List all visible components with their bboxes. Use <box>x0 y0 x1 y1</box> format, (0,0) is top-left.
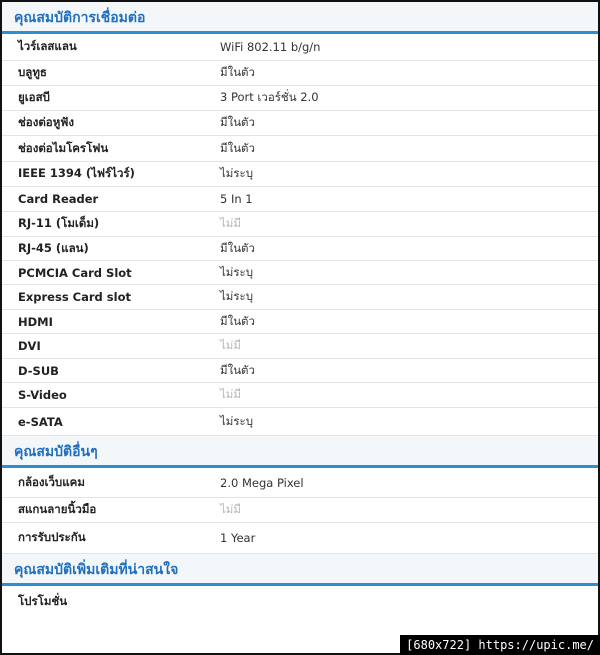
table-row <box>2 111 598 136</box>
row-value: มีในตัว <box>220 65 255 79</box>
table-row <box>2 359 598 383</box>
row-value: ไม่มี <box>220 387 241 401</box>
table-row <box>2 408 598 436</box>
table-row <box>2 136 598 162</box>
row-label: การรับประกัน <box>18 530 86 544</box>
row-label: บลูทูธ <box>18 65 47 79</box>
row-label: กล้องเว็บแคม <box>18 474 85 489</box>
row-label: ช่องต่อไมโครโฟน <box>18 140 109 155</box>
row-value: ไม่ระบุ <box>220 264 254 279</box>
row-label: IEEE 1394 (ไฟร์ไวร์) <box>18 166 135 180</box>
row-value: ไม่มี <box>220 502 241 516</box>
row-label: D-SUB <box>18 363 59 378</box>
table-row <box>2 187 598 212</box>
table-row <box>2 310 598 334</box>
table-row <box>2 334 598 359</box>
row-value: 3 Port เวอร์ชั่น 2.0 <box>220 90 319 104</box>
section-header-other <box>2 436 598 468</box>
table-row <box>2 468 598 498</box>
other-table <box>2 468 598 554</box>
row-label: RJ-11 (โมเด็ม) <box>18 216 100 230</box>
row-label: สแกนลายนิ้วมือ <box>18 502 97 516</box>
row-value: ไม่มี <box>220 216 241 230</box>
section-header-connectivity <box>2 2 598 34</box>
table-row <box>2 61 598 86</box>
table-row <box>2 212 598 237</box>
section-header-extra <box>2 554 598 586</box>
row-label: ไวร์เลสแลน <box>18 39 77 53</box>
connectivity-table <box>2 34 598 436</box>
row-label: ยูเอสบี <box>18 90 50 104</box>
section-title: คุณสมบัติเพิ่มเติมที่น่าสนใจ <box>14 562 179 578</box>
row-value: 5 In 1 <box>220 192 253 206</box>
row-value: 2.0 Mega Pixel <box>220 475 304 490</box>
row-value: มีในตัว <box>220 115 255 129</box>
row-value: มีในตัว <box>220 240 255 255</box>
table-row <box>2 383 598 408</box>
table-row <box>2 498 598 523</box>
row-value: มีในตัว <box>220 313 255 328</box>
row-value: 1 Year <box>220 531 256 545</box>
extra-table <box>2 586 598 618</box>
row-value: ไม่ระบุ <box>220 289 254 303</box>
section-title: คุณสมบัติอื่นๆ <box>14 444 98 460</box>
row-label: Express Card slot <box>18 290 131 304</box>
row-label: RJ-45 (แลน) <box>18 240 89 255</box>
row-label: HDMI <box>18 314 53 329</box>
image-host-watermark: [680x722] https://upic.me/ <box>400 635 600 655</box>
section-title: คุณสมบัติการเชื่อมต่อ <box>14 10 146 26</box>
row-label: PCMCIA Card Slot <box>18 265 132 280</box>
row-value: มีในตัว <box>220 362 255 377</box>
row-label: ช่องต่อหูฟัง <box>18 115 75 129</box>
row-label: S-Video <box>18 388 67 402</box>
row-value: ไม่ระบุ <box>220 166 254 180</box>
table-row <box>2 285 598 310</box>
table-row <box>2 237 598 261</box>
row-label: Card Reader <box>18 192 99 206</box>
row-label: e-SATA <box>18 414 63 429</box>
row-value: WiFi 802.11 b/g/n <box>220 40 321 54</box>
table-row <box>2 162 598 187</box>
row-label: โปรโมชั่น <box>18 594 68 608</box>
row-value: ไม่มี <box>220 338 241 352</box>
table-row <box>2 34 598 61</box>
table-row <box>2 86 598 111</box>
table-row <box>2 261 598 285</box>
row-value: ไม่ระบุ <box>220 413 254 428</box>
table-row <box>2 523 598 554</box>
row-value: มีในตัว <box>220 140 255 155</box>
table-row <box>2 586 598 618</box>
row-label: DVI <box>18 339 41 353</box>
